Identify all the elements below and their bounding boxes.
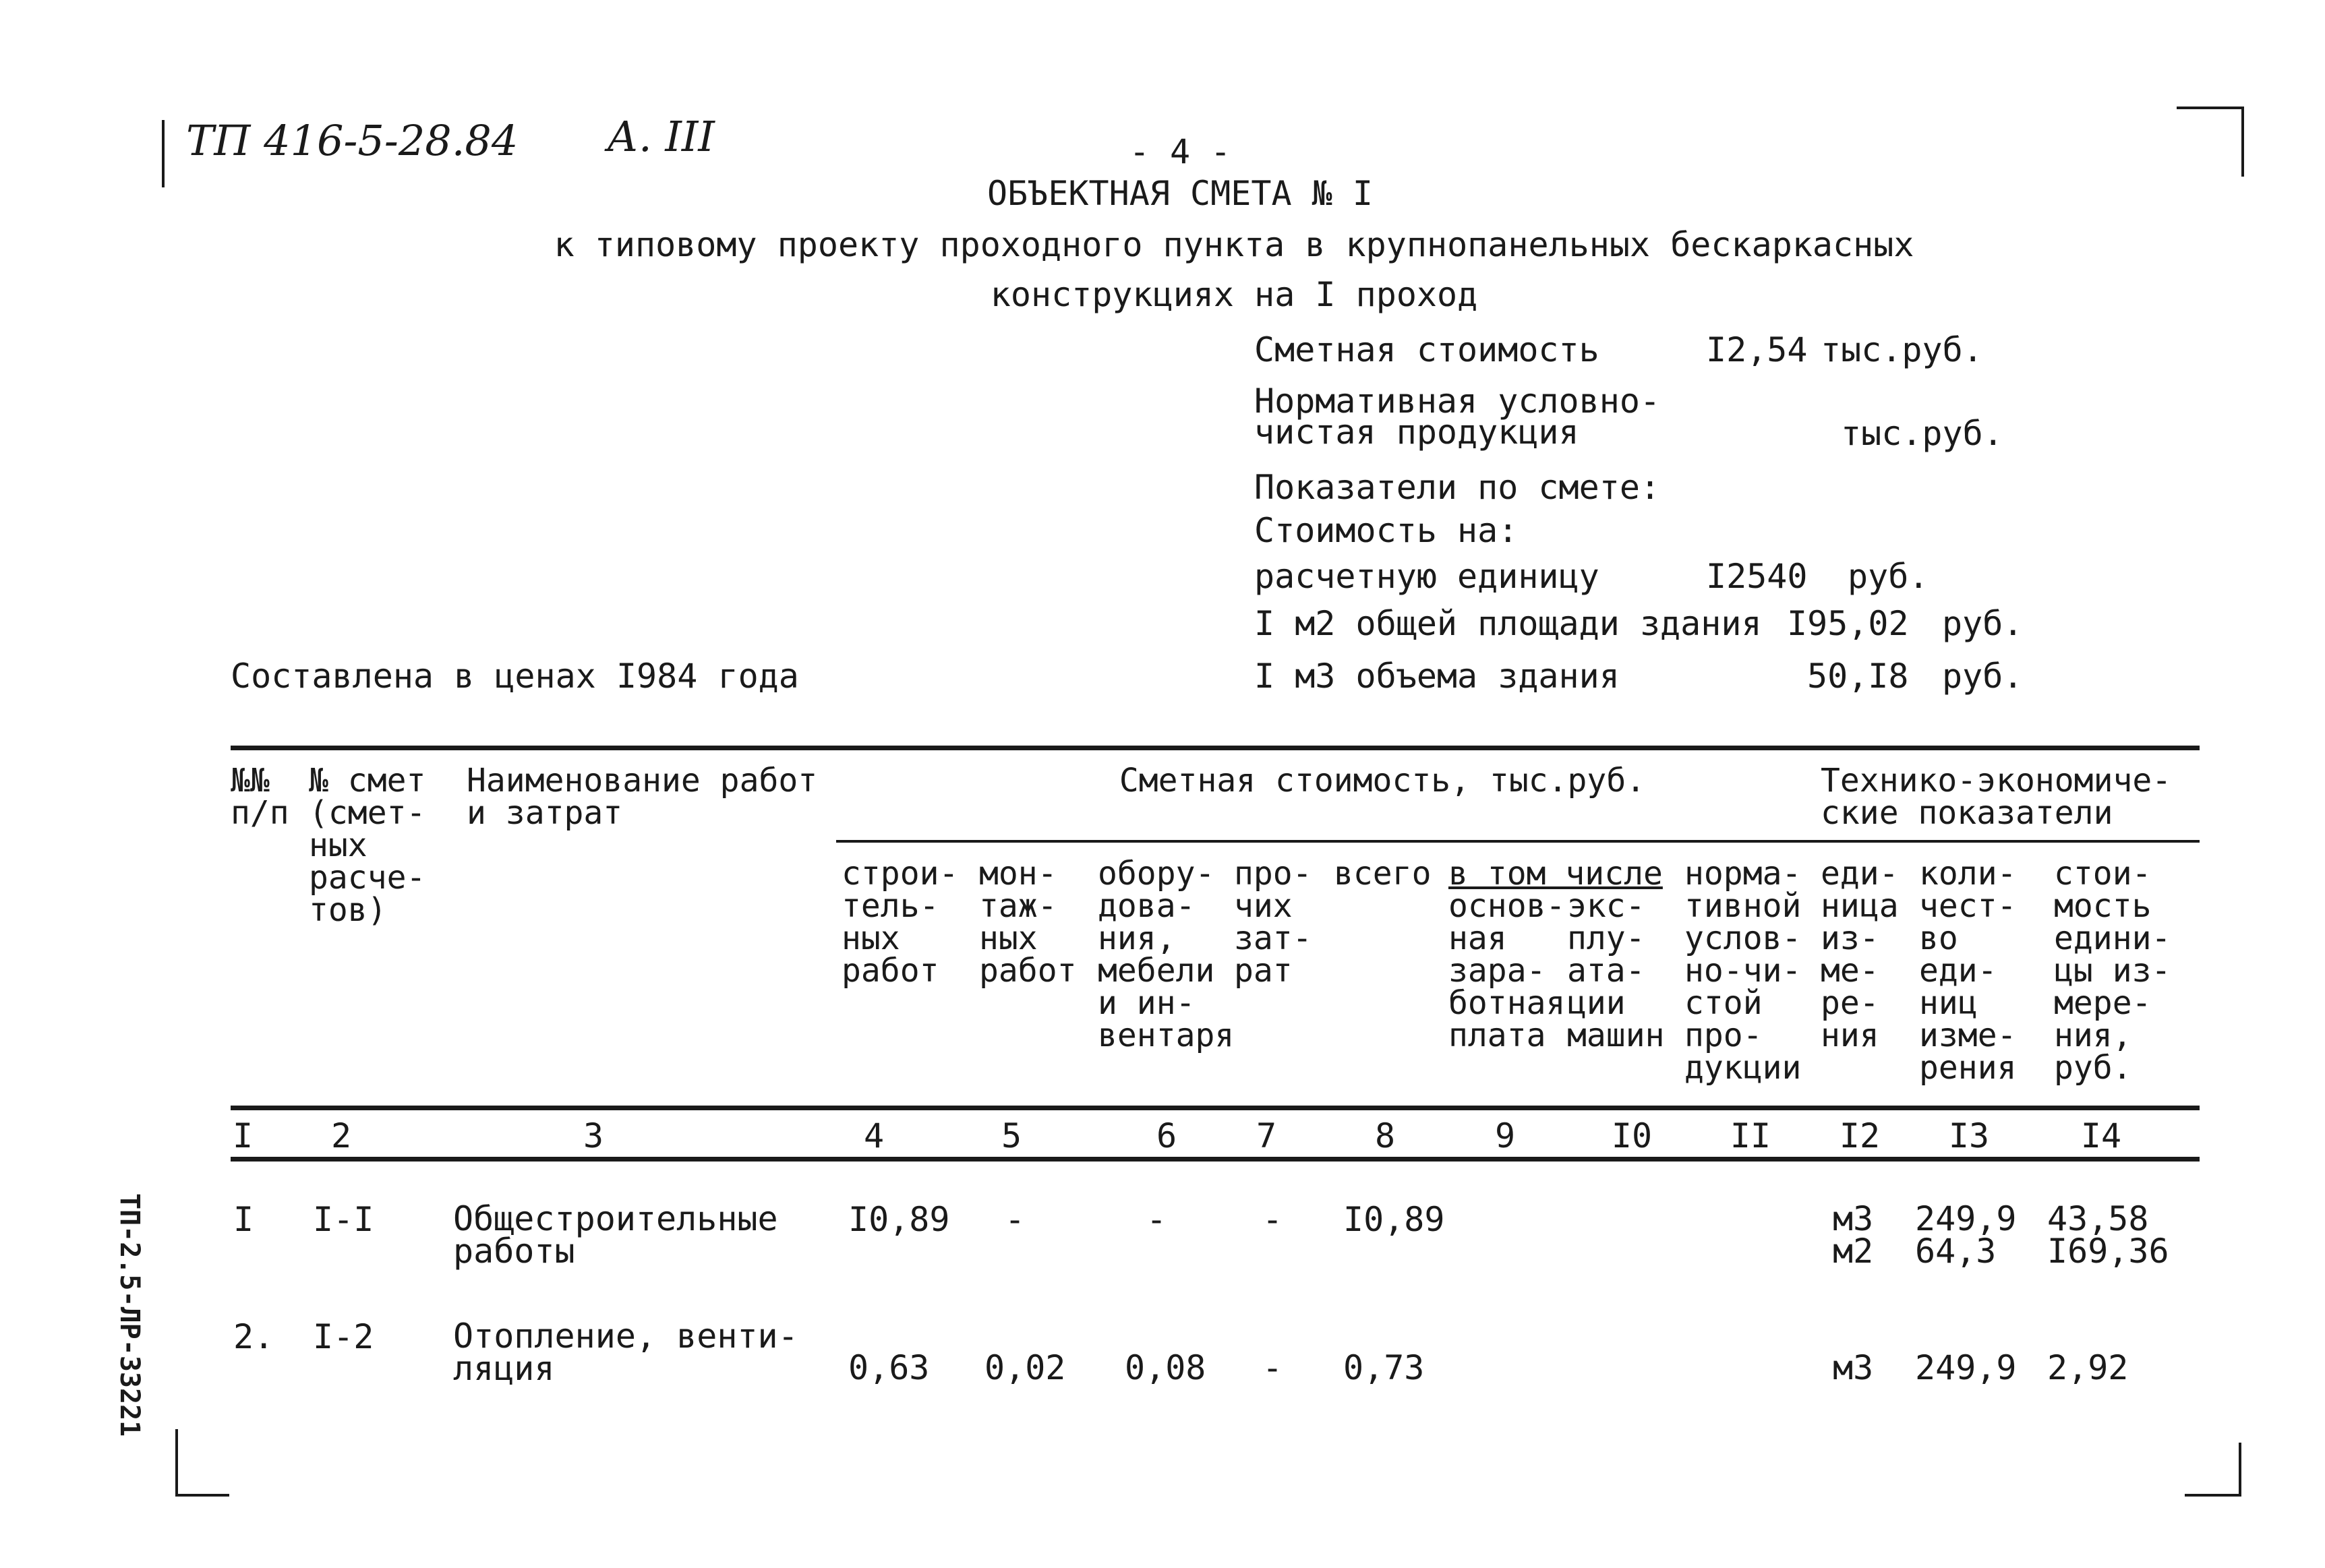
- row2-col5: 0,02: [984, 1348, 1066, 1387]
- bottom-left-corner-h: [175, 1494, 229, 1497]
- table-colnum-bottom-rule: [231, 1157, 2200, 1162]
- document-subtitle-line1: к типовому проекту проходного пункта в крупнопанельных бескаркасных: [554, 225, 1914, 264]
- per-unit-value: I2540: [1706, 557, 1808, 596]
- bottom-left-corner-v: [175, 1429, 178, 1497]
- top-right-corner-h: [2177, 107, 2244, 109]
- left-margin-line: [162, 120, 165, 187]
- cost-per-label: Стоимость на:: [1254, 511, 1519, 550]
- header-col13: коли- чест- во еди- ниц изме- рения: [1919, 855, 2017, 1087]
- colnum-8: 8: [1374, 1116, 1396, 1155]
- per-m2-unit: руб.: [1942, 604, 2024, 643]
- row2-col12: м3: [1833, 1348, 1874, 1387]
- row1-col4: I0,89: [848, 1200, 950, 1239]
- album-number: А. III: [607, 112, 715, 161]
- row1-col13: 249,9 64,3: [1915, 1199, 2017, 1271]
- colnum-9: 9: [1494, 1116, 1516, 1155]
- colnum-12: I2: [1839, 1116, 1881, 1155]
- cost-unit: тыс.руб.: [1821, 330, 1983, 369]
- side-stamp: ТП-2.5-ЛР-33221: [114, 1193, 145, 1437]
- document-code: ТП 416-5-28.84: [186, 116, 519, 165]
- row2-col14: 2,92: [2047, 1348, 2129, 1387]
- header-col8: всего: [1334, 855, 1432, 893]
- header-col12: еди- ница из- ме- ре- ния: [1821, 855, 1899, 1054]
- per-unit-label: расчетную единицу: [1254, 557, 1599, 596]
- colnum-5: 5: [1001, 1116, 1022, 1155]
- colnum-6: 6: [1156, 1116, 1177, 1155]
- per-unit-unit: руб.: [1848, 557, 1929, 596]
- per-m3-value: 50,I8: [1807, 657, 1909, 696]
- top-right-corner-v: [2241, 107, 2244, 177]
- colnum-3: 3: [583, 1116, 604, 1155]
- table-colnum-top-rule: [231, 1106, 2200, 1110]
- colnum-10: I0: [1611, 1116, 1653, 1155]
- header-col5: мон- таж- ных работ: [979, 855, 1077, 990]
- table-subheader-rule: [836, 840, 2200, 843]
- header-col14: стои- мость едини- цы из- мере- ния, руб.: [2054, 855, 2171, 1087]
- header-col6: обору- дова- ния, мебели и ин- вентаря: [1098, 855, 1235, 1054]
- colnum-7: 7: [1256, 1116, 1277, 1155]
- colnum-13: I3: [1948, 1116, 1990, 1155]
- header-col11: норма- тивной услов- но-чи- стой про- дукции: [1684, 855, 1802, 1087]
- normative-label: Нормативная условно- чистая продукция: [1254, 382, 1661, 452]
- colnum-11: II: [1730, 1116, 1771, 1155]
- colnum-14: I4: [2080, 1116, 2122, 1155]
- row1-col12: м3 м2: [1833, 1199, 1874, 1271]
- per-m2-value: I95,02: [1787, 604, 1909, 643]
- bottom-right-corner-v: [2239, 1443, 2241, 1497]
- normative-unit: тыс.руб.: [1841, 414, 2003, 453]
- header-col10: экс- плу- ата- ции машин: [1567, 887, 1665, 1054]
- header-col9: основ- ная зара- ботная плата: [1448, 887, 1566, 1054]
- row1-code: I-I: [313, 1200, 374, 1239]
- document-subtitle-line2: конструкциях на I проход: [990, 275, 1478, 314]
- header-col7: про- чих зат- рат: [1234, 855, 1312, 990]
- header-col2: № смет (смет- ных расче- тов): [309, 762, 426, 929]
- row2-col13: 249,9: [1915, 1348, 2017, 1387]
- row2-col7: -: [1262, 1348, 1283, 1387]
- row1-col14: 43,58 I69,36: [2047, 1199, 2169, 1271]
- colnum-4: 4: [863, 1116, 885, 1155]
- header-group-cost: Сметная стоимость, тыс.руб.: [1119, 762, 1646, 800]
- row2-code: I-2: [313, 1317, 374, 1356]
- row2-col8: 0,73: [1343, 1348, 1425, 1387]
- row1-col6: -: [1146, 1200, 1167, 1239]
- header-col1: №№ п/п: [231, 762, 289, 832]
- header-group-tech: Технико-экономиче- ские показатели: [1821, 762, 2172, 832]
- row2-col4: 0,63: [848, 1348, 930, 1387]
- row2-name: Отопление, венти- ляция: [453, 1317, 798, 1388]
- indicators-label: Показатели по смете:: [1254, 468, 1661, 507]
- cost-label: Сметная стоимость: [1254, 330, 1599, 369]
- per-m3-unit: руб.: [1942, 657, 2024, 696]
- colnum-1: I: [232, 1116, 254, 1155]
- colnum-2: 2: [330, 1116, 352, 1155]
- row1-col5: -: [1005, 1200, 1026, 1239]
- header-col4: строи- тель- ных работ: [842, 855, 959, 990]
- bottom-right-corner-h: [2185, 1494, 2241, 1497]
- table-top-rule: [231, 746, 2200, 750]
- row1-col7: -: [1262, 1200, 1283, 1239]
- row1-number: I: [233, 1200, 254, 1239]
- row2-col6: 0,08: [1125, 1348, 1206, 1387]
- header-col9-10-group: в том числе: [1448, 855, 1663, 893]
- per-m2-label: I м2 общей площади здания: [1254, 604, 1762, 643]
- row1-col8: I0,89: [1343, 1200, 1445, 1239]
- document-title: ОБЪЕКТНАЯ СМЕТА № I: [987, 174, 1373, 213]
- row2-number: 2.: [233, 1317, 274, 1356]
- header-col3: Наименование работ и затрат: [467, 762, 818, 832]
- per-m3-label: I м3 объема здания: [1254, 657, 1620, 696]
- cost-value: I2,54: [1706, 330, 1808, 369]
- compiled-note: Составлена в ценах I984 года: [231, 657, 799, 696]
- row1-name: Общестроительные работы: [453, 1199, 778, 1271]
- page-number: - 4 -: [1129, 132, 1231, 171]
